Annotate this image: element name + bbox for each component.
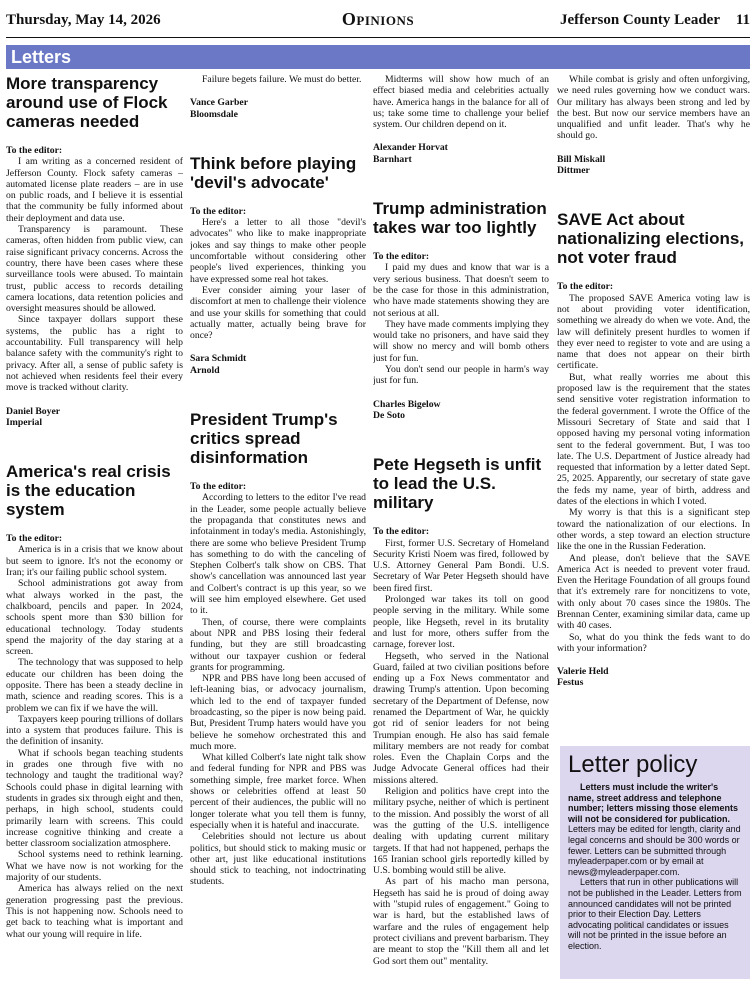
page-number: 11 bbox=[735, 12, 750, 28]
letter-policy-paragraph bbox=[568, 782, 742, 877]
letter-signature bbox=[557, 154, 750, 177]
author-name: Sara Schmidt bbox=[190, 353, 247, 365]
section-title: Opinions bbox=[341, 9, 415, 29]
letter-education bbox=[6, 462, 183, 940]
letter-paragraph: While combat is grisly and often unforgiving, we need rules governing how we conduct wars. Our military has always been strong and led by the best. But now our service members have an unqualified and unfit leader. That's why he should go. bbox=[557, 74, 750, 142]
letter-policy-paragraph: Letters that run in other publications will not be published in the Leader. Letters from announced candidates will not be printed prior to their Election Day. Letters advocating political candidates or issues will not be printed in the issue before an election. bbox=[568, 877, 742, 951]
letter-paragraph: My worry is that this is a significant step toward the nationalization of our elections. In other words, a step toward an election structure like the one in the Russian Federation. bbox=[557, 507, 750, 553]
letter-headline: America's real crisis is the education system bbox=[6, 462, 171, 520]
letter-paragraph: The technology that was supposed to help educate our children has been doing the opposite. There has been a steady decline in math, science and reading scores. This is a problem we can fix if we have the will. bbox=[6, 657, 183, 714]
author-town: Barnhart bbox=[373, 153, 412, 165]
letter-signature bbox=[373, 399, 549, 422]
letter-salutation: To the editor: bbox=[6, 533, 63, 545]
letter-signature bbox=[190, 353, 366, 376]
letter-paragraph: I paid my dues and know that war is a very serious business. That doesn't seem to be the case for those in this administration, who have made statements showing they are not serious at all. bbox=[373, 262, 549, 319]
header-rule bbox=[6, 37, 750, 38]
letter-salutation: To the editor: bbox=[373, 251, 430, 263]
column-1 bbox=[6, 74, 183, 983]
letter-signature bbox=[373, 142, 549, 165]
letter-salutation: To the editor: bbox=[190, 205, 247, 217]
letter-devils-advocate bbox=[190, 154, 366, 376]
letter-paragraph: According to letters to the editor I've read in the Leader, some people actually believe the propaganda that constitutes news and infotainment in today's media. Astonishingly, there are some who believe President Trump has something to do with the canceling of Stephen Colbert's talk show on CBS. That show's cancellation was announced last year and Colbert's contract is up this year, so we will see him employed elsewhere. Get used to it. bbox=[190, 492, 366, 617]
author-town: Festus bbox=[557, 677, 584, 689]
letter-paragraph: As part of his macho man persona, Hegseth has said he is proud of doing away with "stupid rules of engagement." Going to war is hard, but the established laws of warfare and the rules of engagement help protect civilians and prevent barbarism. They are meant to stop the "Kill them all and let God sort them out" mentality. bbox=[373, 876, 549, 967]
letter-signature bbox=[557, 666, 750, 689]
letter-policy-requirements: Letters must include the writer's name, street address and telephone number; letters missing those elements will not be considered for publication. bbox=[568, 782, 739, 824]
letter-paragraph: First, former U.S. Secretary of Homeland Security Kristi Noem was fired, followed by U.S. Attorney General Pam Bondi. U.S. Secretary of War Peter Hegseth should have been fired first. bbox=[373, 537, 549, 594]
letter-paragraph: Hegseth, who served in the National Guard, failed at two civilian positions before ending up a Fox News commentator and drawing Trump's attention. Upon becoming secretary of the Department of Defense, now renamed the Department of War, he quickly got rid of senior leaders for not being Trumpian enough. He also has said female military members are not ready for combat roles. Even the Chaplain Corps and the Judge Advocate General offices had their missions altered. bbox=[373, 650, 549, 786]
letter-headline: Trump administration takes war too lightly bbox=[373, 199, 547, 238]
letter-paragraph: Then, of course, there were complaints about NPR and PBS losing their federal funding, but they are still broadcasting without our taxpayer cushion or federal grants for programming. bbox=[190, 616, 366, 673]
letter-signature bbox=[6, 406, 183, 429]
letter-paragraph: Prolonged war takes its toll on good people serving in the military. While some people, like Hegseth, revel in its brutality and lust for more, others suffer from the carnage, forever lost. bbox=[373, 594, 549, 651]
letter-paragraph: Taxpayers keep pouring trillions of dollars into a system that produces failure. This is the definition of insanity. bbox=[6, 713, 183, 748]
letter-paragraph: But, what really worries me about this proposed law is the requirement that the states send sensitive voter registration information to the federal government. I wrote the Office of the Missouri Secretary of State and said that I opposed having my personal voting information sent to the federal government. But, I was too late. The U.S. Department of Justice already had requested that information by a letter dated Sept. 25, 2025. Apparently, our secretary of state gave the feds my name, year of birth, address and dates of the elections in which I voted. bbox=[557, 371, 750, 508]
letter-policy-title: Letter policy bbox=[568, 751, 698, 778]
letter-paragraph: Here's a letter to all those "devil's advocates" who like to make inappropriate jokes and say things to make other people uncomfortable without considering other people's lived experiences, thinking you have expressed some real hot takes. bbox=[190, 217, 366, 285]
letter-hegseth bbox=[373, 455, 549, 967]
letter-paragraph: What killed Colbert's late night talk show and federal funding for NPR and PBS was something simple, free market force. When shows or celebrities offend at least 50 percent of their audiences, the public will no longer tolerate what you tell them is funny, especially when it is hateful and inaccurate. bbox=[190, 752, 366, 831]
letter-salutation: To the editor: bbox=[557, 281, 614, 293]
author-name: Daniel Boyer bbox=[6, 405, 61, 417]
letter-signature bbox=[190, 97, 366, 120]
letter-paragraph: America has always relied on the next generation progressing past the previous. This is not happening now. Schools need to get back to teaching what is important and what our young will require in life. bbox=[6, 883, 183, 940]
letter-paragraph: Failure begets failure. We must do better. bbox=[202, 74, 362, 85]
letter-salutation: To the editor: bbox=[6, 145, 63, 156]
author-town: Dittmer bbox=[557, 165, 590, 177]
letter-salutation: To the editor: bbox=[373, 526, 430, 538]
letter-headline: SAVE Act about nationalizing elections, not voter fraud bbox=[557, 210, 745, 268]
author-name: Bill Miskall bbox=[557, 153, 606, 165]
letter-paragraph: What if schools began teaching students in grades one through five with no technology and taught the traditional way? Schools could phase in digital learning with students in grades six through eight and then, perhaps, in high school, students could primarily learn with screens. This could increase cognitive thinking and create a better classroom socialization atmosphere. bbox=[6, 747, 183, 850]
letter-paragraph: Religion and politics have crept into the military psyche, neither of which is pertinent to the mission. And possibly the worst of all was the gutting of the U.S. intelligence dealing with updating current military targets. If that had not happened, perhaps the 165 Iranian school girls reportedly killed by U.S. bombing would still be alive. bbox=[373, 786, 549, 877]
author-town: De Soto bbox=[373, 409, 406, 421]
letter-headline: President Trump's critics spread disinformation bbox=[190, 410, 338, 468]
letter-paragraph: School administrations got away from what always worked in the past, the chalkboard, pencils and paper. In 2024, schools spent more than $30 billion for educational technology. Today students spend the majority of the day staring at a screen. bbox=[6, 578, 183, 658]
letter-paragraph: And please, don't believe that the SAVE America Act is needed to prevent voter fraud. Even the Heritage Foundation of all groups found that it's extremely rare for noncitizens to vote, with only about 70 cases since the 1980s. The Brennan Center, examining similar data, came up with 40 cases. bbox=[557, 552, 750, 632]
letters-banner-label: Letters bbox=[11, 47, 72, 67]
letter-paragraph: Transparency is paramount. These cameras, often hidden from public view, can raise significant privacy concerns. Across the country, there have been cases where these surveillance tools were abused. To maintain trust, public access to records detailing camera locations, data retention policies and oversight measures should be allowed. bbox=[6, 224, 183, 315]
letter-paragraph: I am writing as a concerned resident of Jefferson County. Flock safety cameras – automated license plate readers – are in use on public roads, and I believe it is essential that the community be fully informed about their deployment and data use. bbox=[6, 156, 183, 224]
letter-paragraph: Midterms will show how much of an effect biased media and celebrities actually have. America hangs in the balance for all of us; take some time to challenge your belief system. Our children depend on it. bbox=[373, 74, 549, 131]
letter-paragraph: America is in a crisis that we know about but seem to ignore. It's not the economy or Iran; it's our failing public school system. bbox=[6, 544, 183, 579]
letter-paragraph: So, what do you think the feds want to do with your information? bbox=[557, 631, 750, 654]
letter-paragraph: Celebrities should not lecture us about politics, but should stick to making music or other art, just like educational institutions should stick to teaching, not indoctrinating students. bbox=[190, 831, 366, 888]
letter-salutation: To the editor: bbox=[190, 481, 247, 493]
author-name: Charles Bigelow bbox=[373, 398, 441, 410]
author-name: Valerie Held bbox=[557, 666, 609, 678]
letter-headline: Pete Hegseth is unfit to lead the U.S. military bbox=[373, 455, 542, 513]
letter-policy-details: Letters may be edited for length, clarity and legal concerns and should be 300 words or fewer. Letters can be submitted through myleaderpaper.com or by email at news@myleaderpaper.com. bbox=[568, 824, 741, 877]
author-town: Bloomsdale bbox=[190, 108, 238, 120]
letters-banner bbox=[6, 45, 750, 69]
letter-paragraph: Ever consider aiming your laser of discomfort at men to challenge their violence and use your skills for something that could actually matter, actually being brave for once? bbox=[190, 284, 366, 342]
author-town: Imperial bbox=[6, 416, 43, 428]
letter-save-act bbox=[557, 210, 750, 688]
letter-paragraph: Since taxpayer dollars support these systems, the public has a right to accountability. Full transparency will help balance safety with the community's right to privacy. After all, a sense of public safety is not achieved when residents feel their every move is tracked without clarity. bbox=[6, 314, 183, 394]
letter-flock bbox=[6, 74, 183, 428]
column-3 bbox=[373, 74, 549, 983]
letter-war bbox=[373, 199, 549, 421]
letter-paragraph: You don't send our people in harm's way just for fun. bbox=[373, 364, 549, 387]
letter-headline: Think before playing 'devil's advocate' bbox=[190, 153, 357, 192]
issue-date: Thursday, May 14, 2026 bbox=[6, 12, 161, 28]
column-2 bbox=[190, 74, 366, 983]
letter-policy-box bbox=[560, 746, 750, 979]
letter-paragraph: School systems need to rethink learning. What we have now is not working for the majority of our students. bbox=[6, 849, 183, 884]
paper-name: Jefferson County Leader bbox=[560, 12, 720, 28]
letter-critics bbox=[190, 410, 366, 888]
letter-paragraph: The proposed SAVE America voting law is not about providing voter identification, something we already do when we vote. And, the law will definitely present hurdles to women if they ever need to register to vote and are using a name that does not appear on their birth certificate. bbox=[557, 292, 750, 372]
author-name: Vance Garber bbox=[190, 97, 249, 109]
page-header bbox=[6, 8, 750, 36]
author-name: Alexander Horvat bbox=[373, 142, 448, 154]
letter-headline: More transparency around use of Flock cameras needed bbox=[6, 74, 168, 131]
author-town: Arnold bbox=[190, 364, 220, 376]
letter-paragraph: They have made comments implying they would take no prisoners, and have said they will show no mercy and will bomb others just for fun. bbox=[373, 318, 549, 364]
letter-paragraph: NPR and PBS have long been accused of left-leaning bias, or advocacy journalism, which led to the end of taxpayer funded broadcasting, so the piper is now being paid. But, President Trump haters would have you believe he somehow orchestrated this and much more. bbox=[190, 673, 366, 752]
